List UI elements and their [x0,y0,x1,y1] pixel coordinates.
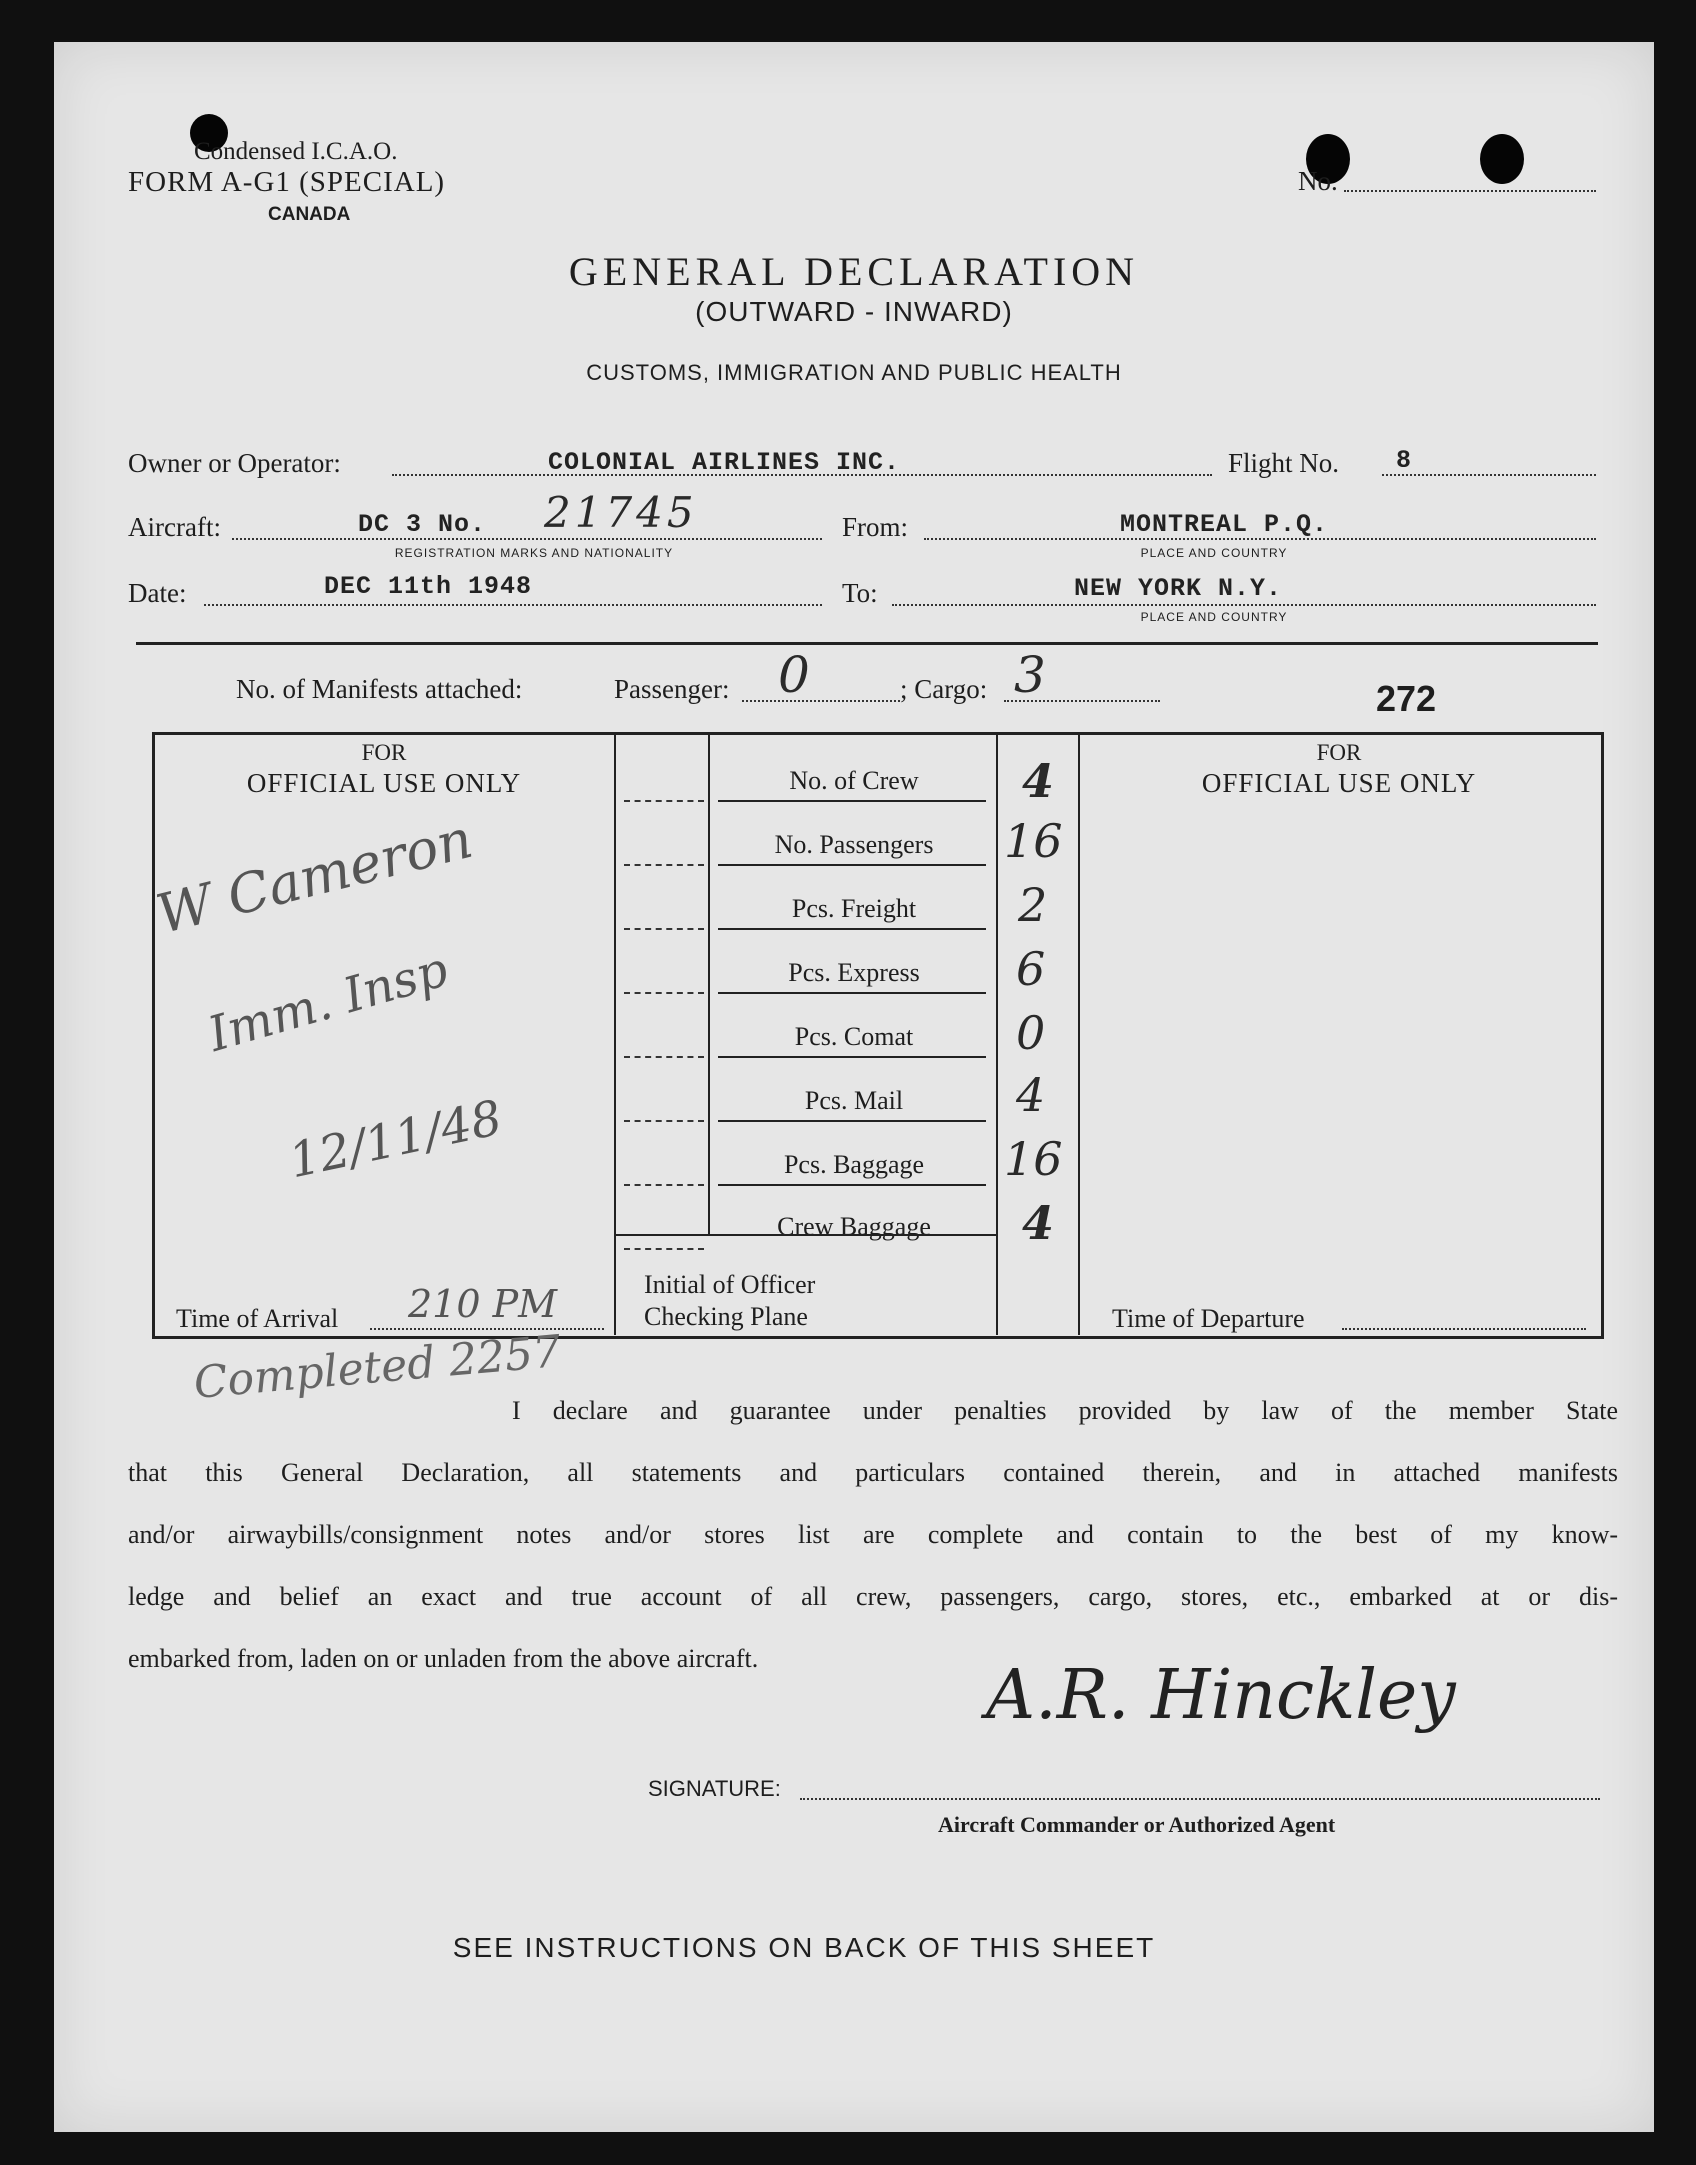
from-label: From: [842,512,909,542]
passenger-line [742,700,900,702]
from-value: MONTREAL P.Q. [1120,510,1329,539]
flight-value: 8 [1396,446,1413,475]
date-value: DEC 11th 1948 [324,572,533,601]
row-dash [624,1248,704,1250]
passenger-value: 0 [778,646,810,704]
left-official-header-1: FOR [361,740,407,765]
row-value: 4 [1022,1196,1055,1250]
form-purpose: CUSTOMS, IMMIGRATION AND PUBLIC HEALTH [586,360,1122,385]
row-label: Pcs. Comat [794,1022,914,1051]
page-title: GENERAL DECLARATION [568,249,1140,294]
signature-label: SIGNATURE: [648,1776,781,1801]
table-divider [614,734,616,1335]
row-line [718,864,986,866]
initial-divider [614,1234,998,1236]
completed-note: Completed 2257 [191,1326,563,1409]
declaration-line-1: I declare and guarantee under penalties provided by law of the member State [512,1396,1618,1425]
row-dash [624,800,704,802]
aircraft-handwritten: 21745 [544,488,698,537]
condensed-label: Condensed I.C.A.O. [194,138,398,165]
footer-instructions: SEE INSTRUCTIONS ON BACK OF THIS SHEET [452,1932,1156,1963]
row-label: Pcs. Baggage [783,1150,925,1179]
row-line [718,992,986,994]
cargo-label: ; Cargo: [900,674,988,704]
header-divider [136,642,1598,645]
row-line [718,1056,986,1058]
form-number-line [1344,190,1596,192]
row-dash [624,992,704,994]
declaration-line-3: and/or airwaybills/consignment notes and/or stores list are complete and contain to the best of my know- [128,1520,1618,1549]
date-line [204,604,822,606]
row-line [718,800,986,802]
to-line [892,604,1596,606]
officer-note-name: W Cameron [150,806,479,947]
declaration-line-4: ledge and belief an exact and true account of all crew, passengers, cargo, stores, etc., embarked at or dis- [128,1582,1618,1611]
row-dash [624,864,704,866]
row-value: 4 [1016,1068,1046,1122]
row-label: No. Passengers [774,830,934,859]
row-label: No. of Crew [789,766,919,795]
aircraft-caption: REGISTRATION MARKS AND NATIONALITY [394,546,674,560]
flight-label: Flight No. [1228,448,1340,478]
right-official-header-2: OFFICIAL USE ONLY [1201,768,1477,798]
signature-value: A.R. Hinckley [986,1656,1456,1735]
row-value: 16 [1004,1132,1063,1186]
row-label: Pcs. Express [788,958,920,987]
table-divider [996,734,998,1335]
arrival-line [370,1328,604,1330]
flight-line [1382,474,1596,476]
row-value: 16 [1004,814,1063,868]
page-subtitle: (OUTWARD - INWARD) [695,296,1013,327]
table-divider [708,734,710,1234]
aircraft-label: Aircraft: [128,512,221,542]
officer-note-title: Imm. Insp [202,941,454,1063]
row-value: 4 [1022,754,1055,808]
aircraft-typed: DC 3 No. [358,510,487,539]
row-label: Crew Baggage [777,1212,931,1241]
declaration-line-5: embarked from, laden on or unladen from the above aircraft. [128,1644,759,1673]
row-line [718,928,986,930]
row-value: 2 [1018,878,1048,932]
passenger-label: Passenger: [614,674,730,704]
row-line [718,1120,986,1122]
form-sheet [54,42,1654,2132]
row-value: 6 [1016,942,1046,996]
form-country: CANADA [268,204,351,225]
to-value: NEW YORK N.Y. [1074,574,1283,603]
form-code: FORM A-G1 (SPECIAL) [128,166,446,198]
date-label: Date: [128,578,187,608]
left-official-header-2: OFFICIAL USE ONLY [246,768,522,798]
right-official-header-1: FOR [1316,740,1362,765]
page-number: 272 [1376,678,1437,719]
officer-note-date: 12/11/48 [284,1089,507,1190]
aircraft-line [232,538,822,540]
arrival-value: 210 PM [408,1282,558,1326]
signature-line [800,1798,1600,1800]
departure-label: Time of Departure [1112,1304,1305,1333]
manifests-label: No. of Manifests attached: [236,674,523,704]
initial-label-2: Checking Plane [644,1302,808,1331]
row-line [718,1184,986,1186]
row-dash [624,928,704,930]
declaration-line-2: that this General Declaration, all statements and particulars contained therein, and in attached manifests [128,1458,1618,1487]
departure-line [1342,1328,1586,1330]
to-label: To: [842,578,878,608]
row-label: Pcs. Freight [791,894,917,923]
owner-value: COLONIAL AIRLINES INC. [548,448,901,477]
signature-caption: Aircraft Commander or Authorized Agent [938,1812,1336,1837]
initial-label-1: Initial of Officer [644,1270,816,1299]
punch-hole [1480,134,1524,184]
table-divider [1078,734,1080,1335]
row-label: Pcs. Mail [804,1086,904,1115]
row-dash [624,1056,704,1058]
to-caption: PLACE AND COUNTRY [1140,610,1288,624]
row-dash [624,1120,704,1122]
cargo-value: 3 [1014,646,1046,704]
row-value: 0 [1016,1006,1046,1060]
row-dash [624,1184,704,1186]
owner-label: Owner or Operator: [128,448,341,478]
from-caption: PLACE AND COUNTRY [1140,546,1288,560]
form-number-label: No. [1298,166,1338,196]
arrival-label: Time of Arrival [176,1304,339,1333]
